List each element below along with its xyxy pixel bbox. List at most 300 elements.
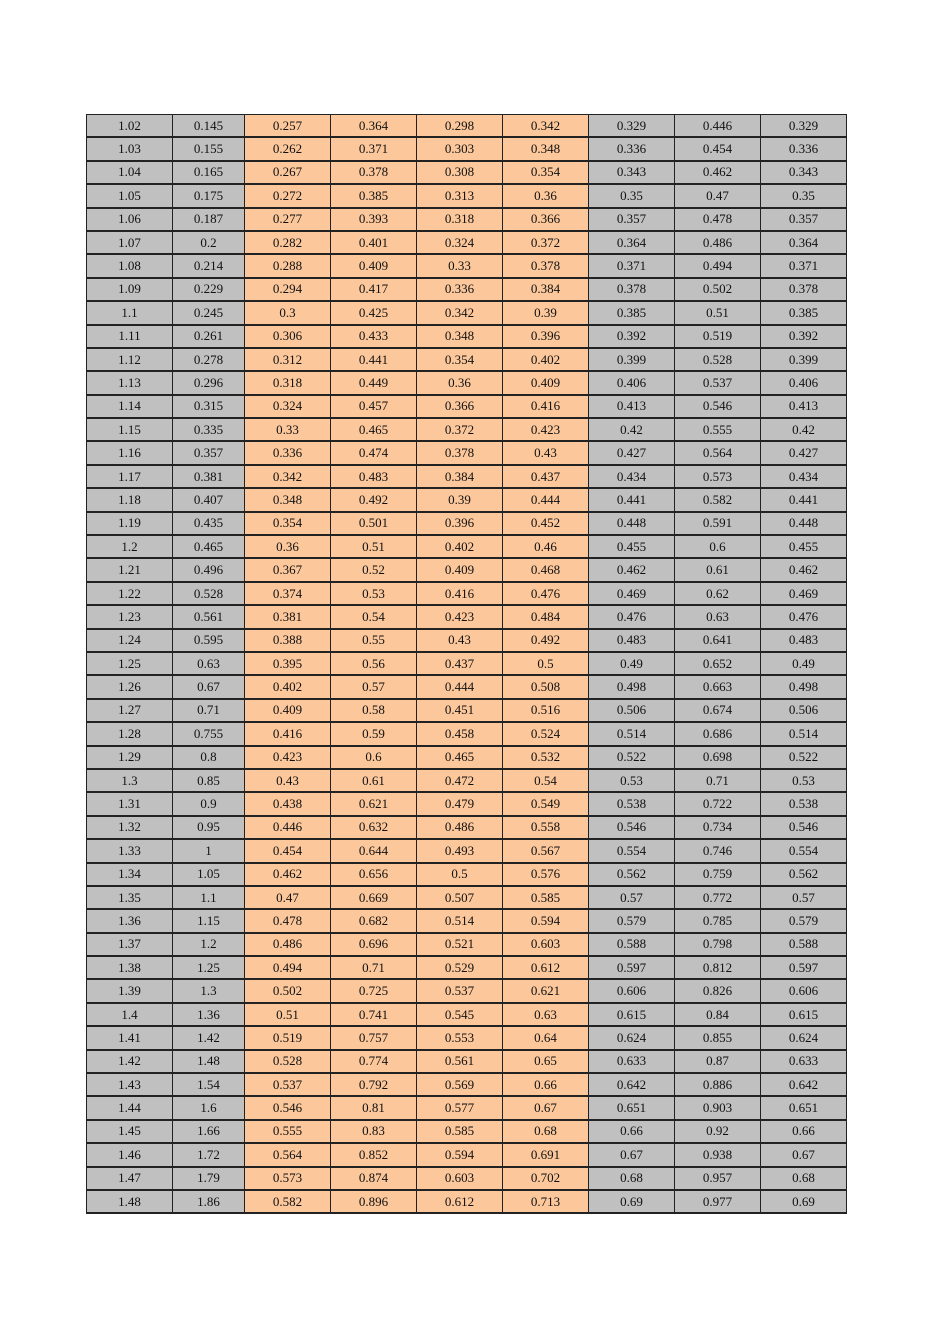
table-cell: 0.6 bbox=[331, 746, 417, 769]
table-cell: 0.384 bbox=[417, 465, 503, 488]
table-cell: 0.366 bbox=[503, 208, 589, 231]
table-cell: 0.371 bbox=[761, 254, 847, 277]
table-cell: 0.606 bbox=[761, 979, 847, 1002]
table-row bbox=[87, 278, 847, 301]
table-cell: 0.573 bbox=[675, 465, 761, 488]
table-cell: 0.416 bbox=[245, 722, 331, 745]
table-cell: 0.449 bbox=[331, 371, 417, 394]
table-row bbox=[87, 115, 847, 138]
table-cell: 0.364 bbox=[589, 231, 675, 254]
table-cell: 0.409 bbox=[417, 558, 503, 581]
table-cell: 0.348 bbox=[503, 137, 589, 160]
row-key-cell: 1.47 bbox=[87, 1167, 173, 1190]
table-cell: 0.524 bbox=[503, 722, 589, 745]
table-cell: 0.555 bbox=[245, 1120, 331, 1143]
table-cell: 0.597 bbox=[589, 956, 675, 979]
table-cell: 0.462 bbox=[761, 558, 847, 581]
row-key-cell: 1.08 bbox=[87, 254, 173, 277]
table-cell: 0.46 bbox=[503, 535, 589, 558]
table-cell: 0.53 bbox=[331, 582, 417, 605]
table-cell: 0.372 bbox=[503, 231, 589, 254]
table-cell: 0.454 bbox=[675, 137, 761, 160]
table-cell: 0.938 bbox=[675, 1143, 761, 1166]
row-key-cell: 1.41 bbox=[87, 1026, 173, 1049]
table-cell: 0.507 bbox=[417, 886, 503, 909]
table-row bbox=[87, 371, 847, 394]
row-key-cell: 1.16 bbox=[87, 441, 173, 464]
table-cell: 0.448 bbox=[589, 512, 675, 535]
table-cell: 0.522 bbox=[761, 746, 847, 769]
table-row bbox=[87, 1050, 847, 1073]
table-cell: 0.792 bbox=[331, 1073, 417, 1096]
table-row bbox=[87, 1026, 847, 1049]
table-cell: 0.469 bbox=[761, 582, 847, 605]
table-cell: 0.272 bbox=[245, 184, 331, 207]
table-cell: 0.603 bbox=[503, 933, 589, 956]
table-cell: 0.87 bbox=[675, 1050, 761, 1073]
table-cell: 0.722 bbox=[675, 792, 761, 815]
row-key-cell: 1.38 bbox=[87, 956, 173, 979]
row-key-cell: 1.24 bbox=[87, 629, 173, 652]
table-cell: 0.155 bbox=[173, 137, 245, 160]
table-cell: 0.641 bbox=[675, 629, 761, 652]
table-cell: 0.465 bbox=[173, 535, 245, 558]
table-cell: 0.516 bbox=[503, 699, 589, 722]
table-cell: 0.406 bbox=[761, 371, 847, 394]
table-cell: 0.698 bbox=[675, 746, 761, 769]
table-cell: 1.72 bbox=[173, 1143, 245, 1166]
table-cell: 0.145 bbox=[173, 115, 245, 138]
table-cell: 0.63 bbox=[503, 1003, 589, 1026]
row-key-cell: 1.34 bbox=[87, 863, 173, 886]
table-row bbox=[87, 325, 847, 348]
table-cell: 0.3 bbox=[245, 301, 331, 324]
table-cell: 0.378 bbox=[417, 441, 503, 464]
table-cell: 0.312 bbox=[245, 348, 331, 371]
table-cell: 0.669 bbox=[331, 886, 417, 909]
table-cell: 0.746 bbox=[675, 839, 761, 862]
table-cell: 1.1 bbox=[173, 886, 245, 909]
table-cell: 0.577 bbox=[417, 1096, 503, 1119]
table-cell: 0.555 bbox=[675, 418, 761, 441]
table-cell: 0.651 bbox=[761, 1096, 847, 1119]
table-cell: 0.288 bbox=[245, 254, 331, 277]
table-cell: 0.438 bbox=[245, 792, 331, 815]
table-cell: 0.624 bbox=[589, 1026, 675, 1049]
row-key-cell: 1.23 bbox=[87, 605, 173, 628]
table-cell: 0.588 bbox=[589, 933, 675, 956]
table-cell: 0.564 bbox=[245, 1143, 331, 1166]
row-key-cell: 1.26 bbox=[87, 675, 173, 698]
table-cell: 0.2 bbox=[173, 231, 245, 254]
table-cell: 0.343 bbox=[589, 161, 675, 184]
table-cell: 0.67 bbox=[173, 675, 245, 698]
table-cell: 0.462 bbox=[245, 863, 331, 886]
table-cell: 0.335 bbox=[173, 418, 245, 441]
table-cell: 0.267 bbox=[245, 161, 331, 184]
table-row bbox=[87, 1120, 847, 1143]
table-row bbox=[87, 933, 847, 956]
table-row bbox=[87, 675, 847, 698]
table-cell: 0.812 bbox=[675, 956, 761, 979]
table-cell: 0.36 bbox=[503, 184, 589, 207]
table-cell: 0.957 bbox=[675, 1167, 761, 1190]
table-cell: 0.165 bbox=[173, 161, 245, 184]
table-cell: 0.396 bbox=[503, 325, 589, 348]
table-row bbox=[87, 161, 847, 184]
table-row bbox=[87, 231, 847, 254]
table-cell: 0.336 bbox=[589, 137, 675, 160]
table-cell: 0.36 bbox=[245, 535, 331, 558]
table-cell: 0.378 bbox=[503, 254, 589, 277]
table-cell: 0.214 bbox=[173, 254, 245, 277]
table-cell: 0.336 bbox=[417, 278, 503, 301]
table-cell: 0.33 bbox=[417, 254, 503, 277]
table-cell: 0.757 bbox=[331, 1026, 417, 1049]
table-cell: 0.378 bbox=[589, 278, 675, 301]
table-cell: 0.385 bbox=[761, 301, 847, 324]
table-cell: 0.296 bbox=[173, 371, 245, 394]
table-cell: 0.537 bbox=[675, 371, 761, 394]
table-row bbox=[87, 886, 847, 909]
row-key-cell: 1.35 bbox=[87, 886, 173, 909]
table-row bbox=[87, 558, 847, 581]
table-cell: 0.472 bbox=[417, 769, 503, 792]
table-cell: 0.674 bbox=[675, 699, 761, 722]
table-cell: 0.483 bbox=[761, 629, 847, 652]
table-cell: 0.67 bbox=[589, 1143, 675, 1166]
table-cell: 1.79 bbox=[173, 1167, 245, 1190]
table-cell: 0.427 bbox=[761, 441, 847, 464]
table-cell: 0.66 bbox=[503, 1073, 589, 1096]
row-key-cell: 1.33 bbox=[87, 839, 173, 862]
table-cell: 0.576 bbox=[503, 863, 589, 886]
table-cell: 0.374 bbox=[245, 582, 331, 605]
table-cell: 0.656 bbox=[331, 863, 417, 886]
table-cell: 0.425 bbox=[331, 301, 417, 324]
table-cell: 0.469 bbox=[589, 582, 675, 605]
table-row bbox=[87, 722, 847, 745]
table-cell: 0.478 bbox=[245, 909, 331, 932]
table-cell: 0.454 bbox=[245, 839, 331, 862]
table-cell: 0.493 bbox=[417, 839, 503, 862]
table-cell: 0.245 bbox=[173, 301, 245, 324]
table-cell: 0.318 bbox=[245, 371, 331, 394]
table-cell: 0.378 bbox=[761, 278, 847, 301]
table-cell: 0.49 bbox=[589, 652, 675, 675]
row-key-cell: 1.28 bbox=[87, 722, 173, 745]
table-row bbox=[87, 488, 847, 511]
row-key-cell: 1.14 bbox=[87, 395, 173, 418]
table-cell: 0.33 bbox=[245, 418, 331, 441]
table-cell: 0.57 bbox=[761, 886, 847, 909]
table-cell: 0.47 bbox=[245, 886, 331, 909]
table-row bbox=[87, 629, 847, 652]
table-cell: 0.57 bbox=[331, 675, 417, 698]
table-cell: 0.561 bbox=[173, 605, 245, 628]
table-cell: 0.64 bbox=[503, 1026, 589, 1049]
row-key-cell: 1.29 bbox=[87, 746, 173, 769]
table-cell: 0.427 bbox=[589, 441, 675, 464]
table-cell: 0.434 bbox=[589, 465, 675, 488]
table-cell: 0.632 bbox=[331, 816, 417, 839]
table-cell: 0.514 bbox=[417, 909, 503, 932]
table-cell: 0.39 bbox=[503, 301, 589, 324]
table-row bbox=[87, 208, 847, 231]
table-cell: 0.416 bbox=[503, 395, 589, 418]
table-cell: 0.441 bbox=[331, 348, 417, 371]
table-cell: 0.582 bbox=[675, 488, 761, 511]
table-cell: 1.86 bbox=[173, 1190, 245, 1213]
row-key-cell: 1.02 bbox=[87, 115, 173, 138]
table-cell: 0.423 bbox=[245, 746, 331, 769]
table-cell: 0.457 bbox=[331, 395, 417, 418]
table-cell: 1.6 bbox=[173, 1096, 245, 1119]
table-cell: 0.354 bbox=[417, 348, 503, 371]
table-cell: 0.465 bbox=[417, 746, 503, 769]
table-cell: 0.546 bbox=[589, 816, 675, 839]
table-cell: 0.42 bbox=[589, 418, 675, 441]
table-cell: 0.532 bbox=[503, 746, 589, 769]
table-row bbox=[87, 1073, 847, 1096]
table-cell: 0.696 bbox=[331, 933, 417, 956]
table-cell: 0.519 bbox=[675, 325, 761, 348]
table-cell: 0.903 bbox=[675, 1096, 761, 1119]
table-cell: 0.378 bbox=[331, 161, 417, 184]
table-cell: 0.229 bbox=[173, 278, 245, 301]
table-cell: 0.66 bbox=[589, 1120, 675, 1143]
table-cell: 0.621 bbox=[503, 979, 589, 1002]
table-cell: 1.2 bbox=[173, 933, 245, 956]
table-cell: 0.468 bbox=[503, 558, 589, 581]
table-row bbox=[87, 1190, 847, 1213]
table-cell: 0.585 bbox=[417, 1120, 503, 1143]
table-cell: 0.476 bbox=[761, 605, 847, 628]
row-key-cell: 1.17 bbox=[87, 465, 173, 488]
table-cell: 0.402 bbox=[417, 535, 503, 558]
table-cell: 0.81 bbox=[331, 1096, 417, 1119]
table-cell: 0.95 bbox=[173, 816, 245, 839]
table-cell: 0.342 bbox=[503, 115, 589, 138]
table-cell: 0.402 bbox=[503, 348, 589, 371]
table-cell: 0.354 bbox=[503, 161, 589, 184]
table-cell: 1.48 bbox=[173, 1050, 245, 1073]
row-key-cell: 1.42 bbox=[87, 1050, 173, 1073]
table-cell: 0.444 bbox=[417, 675, 503, 698]
table-row bbox=[87, 395, 847, 418]
table-cell: 0.61 bbox=[675, 558, 761, 581]
table-cell: 0.277 bbox=[245, 208, 331, 231]
table-cell: 0.278 bbox=[173, 348, 245, 371]
table-cell: 0.401 bbox=[331, 231, 417, 254]
table-cell: 0.633 bbox=[761, 1050, 847, 1073]
table-cell: 0.39 bbox=[417, 488, 503, 511]
table-cell: 0.498 bbox=[589, 675, 675, 698]
table-cell: 0.651 bbox=[589, 1096, 675, 1119]
table-cell: 0.496 bbox=[173, 558, 245, 581]
table-cell: 0.6 bbox=[675, 535, 761, 558]
table-cell: 0.441 bbox=[761, 488, 847, 511]
table-cell: 0.393 bbox=[331, 208, 417, 231]
table-cell: 0.663 bbox=[675, 675, 761, 698]
table-cell: 1.54 bbox=[173, 1073, 245, 1096]
table-cell: 0.573 bbox=[245, 1167, 331, 1190]
table-cell: 0.336 bbox=[245, 441, 331, 464]
table-cell: 0.92 bbox=[675, 1120, 761, 1143]
table-cell: 0.642 bbox=[589, 1073, 675, 1096]
table-cell: 0.506 bbox=[761, 699, 847, 722]
table-cell: 0.262 bbox=[245, 137, 331, 160]
table-row bbox=[87, 441, 847, 464]
table-cell: 0.486 bbox=[245, 933, 331, 956]
table-cell: 0.409 bbox=[245, 699, 331, 722]
table-cell: 1.15 bbox=[173, 909, 245, 932]
table-cell: 0.43 bbox=[417, 629, 503, 652]
table-cell: 0.451 bbox=[417, 699, 503, 722]
table-cell: 0.63 bbox=[173, 652, 245, 675]
table-cell: 0.342 bbox=[245, 465, 331, 488]
table-row bbox=[87, 465, 847, 488]
table-cell: 0.612 bbox=[417, 1190, 503, 1213]
row-key-cell: 1.25 bbox=[87, 652, 173, 675]
table-cell: 0.588 bbox=[761, 933, 847, 956]
table-cell: 0.591 bbox=[675, 512, 761, 535]
table-cell: 0.315 bbox=[173, 395, 245, 418]
table-body bbox=[87, 115, 847, 1214]
table-cell: 0.409 bbox=[331, 254, 417, 277]
table-row bbox=[87, 535, 847, 558]
table-cell: 0.624 bbox=[761, 1026, 847, 1049]
table-cell: 0.68 bbox=[503, 1120, 589, 1143]
table-cell: 0.42 bbox=[761, 418, 847, 441]
table-cell: 0.569 bbox=[417, 1073, 503, 1096]
table-cell: 0.282 bbox=[245, 231, 331, 254]
table-cell: 0.494 bbox=[675, 254, 761, 277]
table-cell: 0.594 bbox=[417, 1143, 503, 1166]
table-cell: 0.553 bbox=[417, 1026, 503, 1049]
table-cell: 0.343 bbox=[761, 161, 847, 184]
table-cell: 0.441 bbox=[589, 488, 675, 511]
table-cell: 0.896 bbox=[331, 1190, 417, 1213]
table-cell: 0.538 bbox=[589, 792, 675, 815]
table-cell: 0.474 bbox=[331, 441, 417, 464]
table-cell: 0.713 bbox=[503, 1190, 589, 1213]
table-cell: 0.546 bbox=[675, 395, 761, 418]
table-cell: 0.55 bbox=[331, 629, 417, 652]
table-cell: 0.452 bbox=[503, 512, 589, 535]
table-cell: 0.336 bbox=[761, 137, 847, 160]
table-cell: 0.5 bbox=[417, 863, 503, 886]
table-cell: 0.615 bbox=[761, 1003, 847, 1026]
table-cell: 0.261 bbox=[173, 325, 245, 348]
table-cell: 0.384 bbox=[503, 278, 589, 301]
table-cell: 0.691 bbox=[503, 1143, 589, 1166]
row-key-cell: 1.06 bbox=[87, 208, 173, 231]
table-cell: 0.69 bbox=[589, 1190, 675, 1213]
table-cell: 0.381 bbox=[245, 605, 331, 628]
row-key-cell: 1.37 bbox=[87, 933, 173, 956]
table-cell: 0.52 bbox=[331, 558, 417, 581]
table-cell: 0.529 bbox=[417, 956, 503, 979]
table-cell: 0.437 bbox=[503, 465, 589, 488]
table-cell: 0.364 bbox=[761, 231, 847, 254]
table-cell: 0.372 bbox=[417, 418, 503, 441]
table-cell: 0.47 bbox=[675, 184, 761, 207]
table-cell: 0.385 bbox=[331, 184, 417, 207]
table-cell: 0.798 bbox=[675, 933, 761, 956]
table-cell: 1.42 bbox=[173, 1026, 245, 1049]
row-key-cell: 1.05 bbox=[87, 184, 173, 207]
table-cell: 0.57 bbox=[589, 886, 675, 909]
table-cell: 0.522 bbox=[589, 746, 675, 769]
table-row bbox=[87, 1143, 847, 1166]
data-table bbox=[86, 114, 847, 1214]
table-cell: 0.498 bbox=[761, 675, 847, 698]
table-cell: 0.371 bbox=[331, 137, 417, 160]
table-cell: 0.886 bbox=[675, 1073, 761, 1096]
table-cell: 0.342 bbox=[417, 301, 503, 324]
table-cell: 0.71 bbox=[331, 956, 417, 979]
table-cell: 1.25 bbox=[173, 956, 245, 979]
table-row bbox=[87, 301, 847, 324]
table-cell: 0.486 bbox=[417, 816, 503, 839]
table-cell: 0.567 bbox=[503, 839, 589, 862]
table-cell: 0.357 bbox=[589, 208, 675, 231]
table-cell: 0.874 bbox=[331, 1167, 417, 1190]
table-cell: 0.545 bbox=[417, 1003, 503, 1026]
table-cell: 0.348 bbox=[245, 488, 331, 511]
table-cell: 0.35 bbox=[761, 184, 847, 207]
table-row bbox=[87, 1167, 847, 1190]
table-cell: 0.49 bbox=[761, 652, 847, 675]
table-cell: 0.53 bbox=[761, 769, 847, 792]
row-key-cell: 1.18 bbox=[87, 488, 173, 511]
table-cell: 0.554 bbox=[589, 839, 675, 862]
row-key-cell: 1.44 bbox=[87, 1096, 173, 1119]
table-cell: 0.392 bbox=[761, 325, 847, 348]
table-cell: 1 bbox=[173, 839, 245, 862]
table-cell: 0.448 bbox=[761, 512, 847, 535]
table-cell: 0.759 bbox=[675, 863, 761, 886]
table-cell: 0.506 bbox=[589, 699, 675, 722]
table-cell: 0.633 bbox=[589, 1050, 675, 1073]
table-cell: 0.462 bbox=[589, 558, 675, 581]
table-cell: 0.257 bbox=[245, 115, 331, 138]
table-cell: 0.455 bbox=[761, 535, 847, 558]
row-key-cell: 1.04 bbox=[87, 161, 173, 184]
table-cell: 0.59 bbox=[331, 722, 417, 745]
row-key-cell: 1.36 bbox=[87, 909, 173, 932]
row-key-cell: 1.27 bbox=[87, 699, 173, 722]
table-row bbox=[87, 348, 847, 371]
table-cell: 0.395 bbox=[245, 652, 331, 675]
table-cell: 0.409 bbox=[503, 371, 589, 394]
table-cell: 0.579 bbox=[761, 909, 847, 932]
table-cell: 0.508 bbox=[503, 675, 589, 698]
table-cell: 0.561 bbox=[417, 1050, 503, 1073]
table-cell: 0.61 bbox=[331, 769, 417, 792]
table-cell: 0.483 bbox=[331, 465, 417, 488]
table-cell: 0.9 bbox=[173, 792, 245, 815]
table-cell: 0.606 bbox=[589, 979, 675, 1002]
table-cell: 0.71 bbox=[173, 699, 245, 722]
table-cell: 0.446 bbox=[675, 115, 761, 138]
row-key-cell: 1.2 bbox=[87, 535, 173, 558]
table-row bbox=[87, 137, 847, 160]
table-cell: 0.484 bbox=[503, 605, 589, 628]
table-cell: 0.43 bbox=[245, 769, 331, 792]
table-cell: 0.521 bbox=[417, 933, 503, 956]
